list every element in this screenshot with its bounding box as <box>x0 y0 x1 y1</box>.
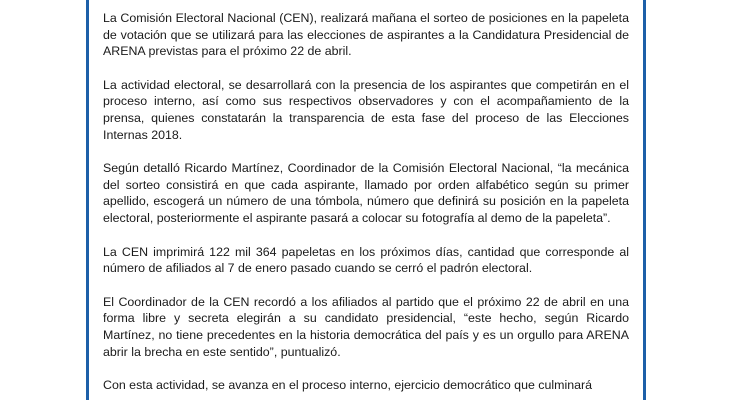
paragraph-6: Con esta actividad, se avanza en el proceso interno, ejercicio democrático que culminará <box>103 378 593 393</box>
paragraph-4: La CEN imprimirá 122 mil 364 papeletas en los próximos días, cantidad que corresponde al número de afiliados al 7 de enero pasado cuando se cerró el padrón electoral. <box>103 244 629 276</box>
paragraph-2: La actividad electoral, se desarrollará con la presencia de los aspirantes que competirán en el proceso interno, así como sus respectivos observadores y con el acompañamiento de la prensa, quienes constatarán la transparencia de esta fase del proceso de las Elecciones Internas 2018. <box>103 77 629 142</box>
paragraph-5: El Coordinador de la CEN recordó a los afiliados al partido que el próximo 22 de abril en una forma libre y secreta elegirán a su candidato presidencial, “este hecho, según Ricardo Martínez, no tiene precedentes en la historia democrática del país y es un orgullo para ARENA abrir la brecha en este sentido”, puntualizó. <box>103 294 629 359</box>
paragraph-1: La Comisión Electoral Nacional (CEN), realizará mañana el sorteo de posiciones en la papeleta de votación que se utilizará para las elecciones de aspirantes a la Candidatura Presidencial de ARENA previstas para el próximo 22 de abril. <box>103 11 629 59</box>
paragraph-3: Según detalló Ricardo Martínez, Coordinador de la Comisión Electoral Nacional, “la mecánica del sorteo consistirá en que cada aspirante, llamado por orden alfabético según su primer apellido, escogerá un número de una tómbola, número que definirá su posición en la papeleta electoral, posteriormente el aspirante pasará a colocar su fotografía al demo de la papeleta”. <box>103 161 629 225</box>
document-body <box>103 10 629 400</box>
